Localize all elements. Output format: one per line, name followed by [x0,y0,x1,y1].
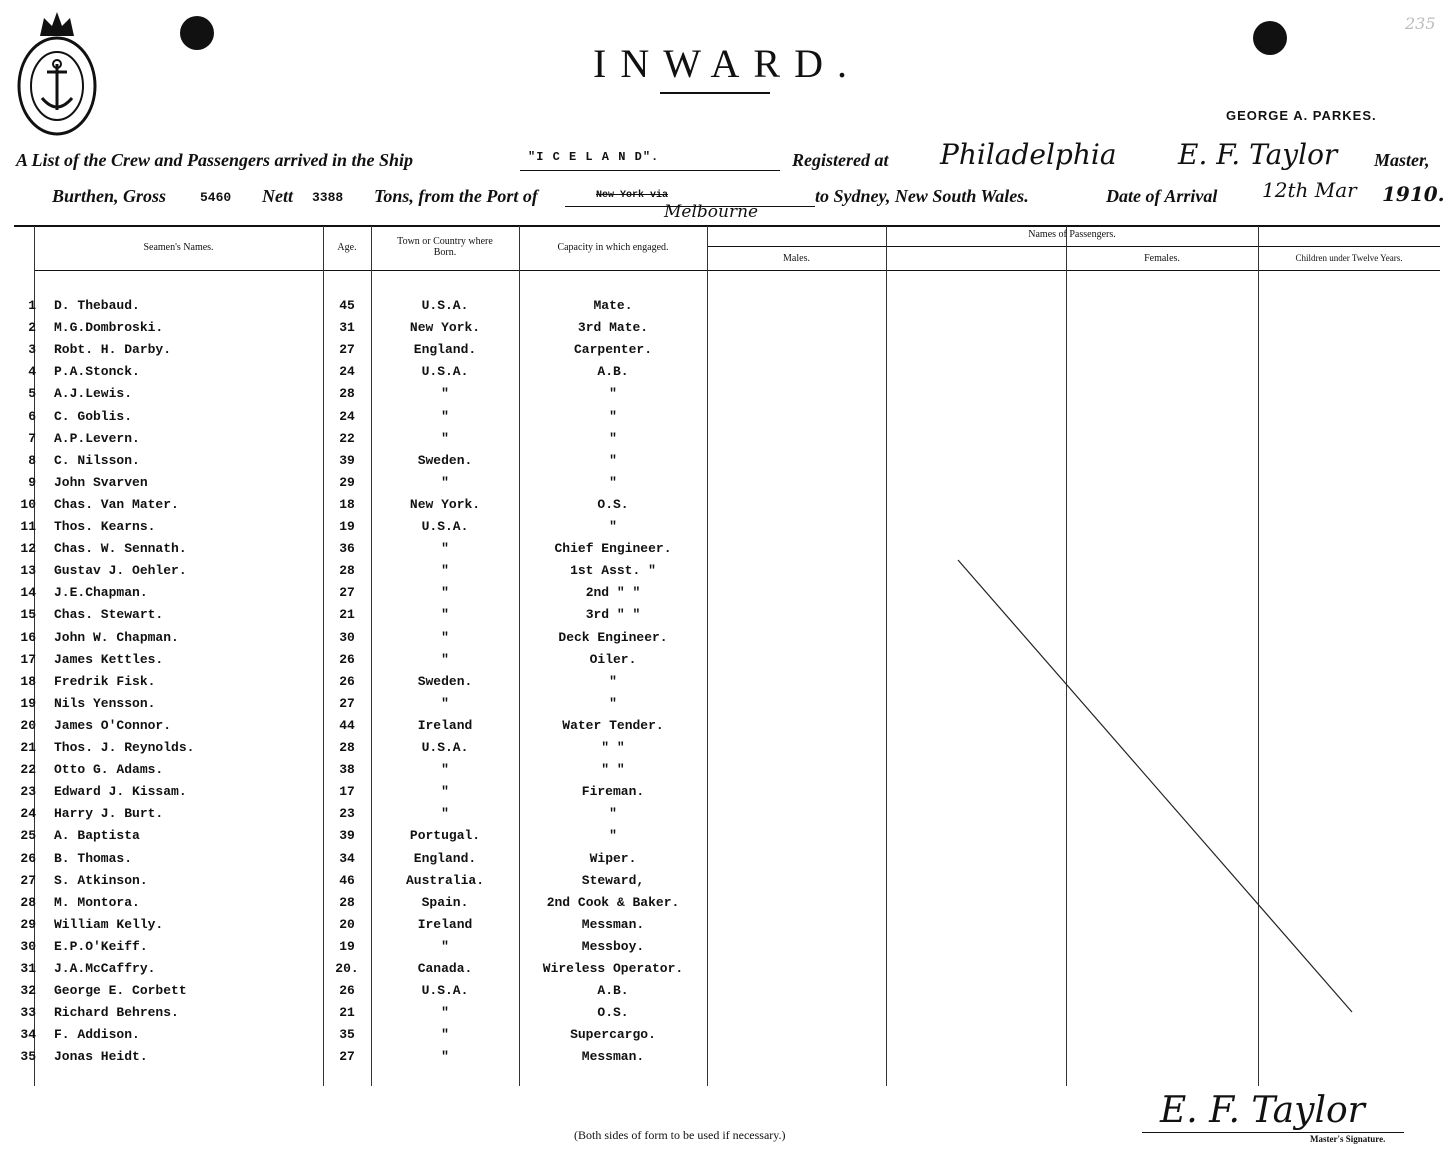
seaman-age: 27 [339,695,355,711]
seaman-capacity: Water Tender. [562,717,664,733]
seaman-age: 45 [339,298,355,313]
seaman-age: 26 [339,651,355,667]
seaman-age: 26 [339,983,355,999]
seaman-capacity: Steward, [581,872,645,888]
seaman-age: 27 [339,585,355,601]
row-number: 28 [20,894,36,910]
seaman-age: 21 [339,607,355,623]
seaman-name: Otto G. Adams. [54,762,164,778]
col-header-children: Children under Twelve Years. [1295,253,1403,263]
seaman-capacity: 2nd " " [585,585,641,601]
seaman-capacity: A.B. [597,364,629,380]
seaman-birthplace: U.S.A. [421,740,469,755]
seaman-age: 28 [339,563,355,579]
seaman-birthplace: Sweden. [417,673,473,689]
col-header-passengers: Names of Passengers. [1028,229,1116,240]
seaman-birthplace: U.S.A. [421,298,469,313]
seaman-name: Richard Behrens. [54,1005,179,1021]
seaman-capacity: " [609,673,617,689]
seaman-name: James O'Connor. [54,717,172,733]
seaman-birthplace: England. [413,850,477,866]
seaman-name: William Kelly. [54,916,164,932]
seaman-capacity: 1st Asst. " [570,563,656,579]
row-number: 24 [20,806,36,822]
row-number: 13 [20,563,36,579]
row-number: 32 [20,983,36,999]
seaman-name: Fredrik Fisk. [54,673,156,689]
master-signature: E. F. Taylor [1160,1090,1365,1131]
row-number: 5 [28,386,36,402]
page-number: 235 [1405,14,1436,33]
seaman-age: 23 [339,806,355,822]
seaman-capacity: " [609,408,617,424]
seaman-birthplace: " [441,1027,449,1043]
row-number: 23 [20,784,36,800]
seaman-capacity: O.S. [597,496,629,512]
form-title: INWARD. [593,41,861,86]
seaman-birthplace: " [441,695,449,711]
seaman-capacity: Mate. [593,298,633,313]
seaman-capacity: Wiper. [589,850,637,866]
seaman-age: 20. [335,961,359,976]
master-label: Master, [1374,150,1430,170]
burthen-label: Burthen, Gross [52,186,167,206]
seaman-capacity: Messboy. [581,938,645,954]
seaman-name: Thos. Kearns. [54,519,156,534]
seaman-age: 44 [339,717,355,733]
seaman-capacity: 2nd Cook & Baker. [546,894,680,910]
seaman-age: 18 [339,496,355,512]
seaman-birthplace: England. [413,342,477,358]
seaman-capacity: A.B. [597,983,629,999]
seaman-capacity: Carpenter. [573,342,652,358]
seaman-age: 28 [339,894,355,910]
seaman-name: Thos. J. Reynolds. [54,740,195,755]
seaman-name: M. Montora. [54,894,140,910]
port-handwritten: Melbourne [664,202,759,222]
seaman-birthplace: Australia. [405,872,484,888]
master-name: E. F. Taylor [1178,138,1338,171]
seaman-age: 39 [339,828,355,844]
seaman-name: S. Atkinson. [54,872,148,888]
nett-tonnage: 3388 [312,190,344,205]
seaman-name: B. Thomas. [54,850,133,866]
registered-label: Registered at [792,150,889,170]
row-number: 27 [20,872,36,888]
arrival-year: 1910. [1382,182,1445,206]
row-number: 16 [20,629,36,645]
seaman-age: 24 [339,408,355,424]
seaman-name: John W. Chapman. [54,629,179,645]
seaman-name: A. Baptista [54,828,140,844]
seaman-age: 38 [339,762,355,778]
seaman-age: 29 [339,474,355,490]
seaman-capacity: " [609,452,617,468]
seaman-age: 21 [339,1005,355,1021]
seaman-age: 30 [339,629,355,645]
seaman-capacity: Fireman. [581,784,645,800]
col-header-names: Seamen's Names. [143,242,214,253]
seaman-name: Nils Yensson. [54,695,156,711]
seaman-birthplace: " [441,541,449,557]
row-number: 25 [20,828,36,844]
seaman-age: 36 [339,541,355,557]
seaman-birthplace: " [441,806,449,822]
col-header-capacity: Capacity in which engaged. [557,242,669,253]
seaman-capacity: " [609,695,617,711]
seaman-capacity: Wireless Operator. [542,961,684,976]
seaman-capacity: " [609,474,617,490]
seaman-name: D. Thebaud. [54,298,140,313]
seaman-name: Chas. Stewart. [54,607,164,623]
arrival-date-label: Date of Arrival [1106,186,1218,206]
seaman-birthplace: " [441,585,449,601]
row-number: 33 [20,1005,36,1021]
seaman-birthplace: " [441,1005,449,1021]
row-number: 18 [20,673,36,689]
seaman-capacity: Chief Engineer. [554,541,672,557]
seaman-capacity: Supercargo. [570,1027,656,1043]
seaman-capacity: " [609,828,617,844]
row-number: 14 [20,585,36,601]
seaman-age: 17 [339,784,355,800]
seaman-age: 27 [339,1049,355,1065]
registered-place: Philadelphia [940,138,1117,171]
seaman-birthplace: " [441,430,449,446]
seaman-age: 46 [339,872,355,888]
seaman-capacity: Deck Engineer. [558,629,668,645]
row-number: 26 [20,850,36,866]
destination-label: to Sydney, New South Wales. [815,186,1029,206]
col-header-females: Females. [1144,253,1180,264]
seaman-name: C. Nilsson. [54,452,140,468]
signature-label: Master's Signature. [1310,1134,1386,1144]
gross-tonnage: 5460 [200,190,232,205]
seaman-name: C. Goblis. [54,408,133,424]
seaman-birthplace: Canada. [417,961,473,976]
seaman-birthplace: " [441,563,449,579]
row-number: 10 [20,496,36,512]
seaman-birthplace: Ireland [417,717,473,733]
seaman-birthplace: U.S.A. [421,364,469,380]
row-number: 20 [20,717,36,733]
seaman-birthplace: Spain. [421,894,469,910]
seaman-name: E.P.O'Keiff. [54,938,148,954]
row-number: 2 [28,320,36,336]
seaman-birthplace: New York. [409,496,481,512]
signature-line [1142,1132,1404,1133]
col-header-males: Males. [783,253,810,264]
seaman-name: Edward J. Kissam. [54,784,187,800]
seaman-name: John Svarven [54,474,148,490]
seaman-name: M.G.Dombroski. [54,320,164,336]
seaman-name: Harry J. Burt. [54,806,164,822]
footer-note: (Both sides of form to be used if necessary.) [574,1128,786,1142]
seaman-birthplace: " [441,408,449,424]
row-number: 1 [28,298,36,313]
seaman-name: George E. Corbett [54,983,187,999]
seaman-age: 28 [339,386,355,402]
seaman-name: P.A.Stonck. [54,364,140,380]
seaman-name: F. Addison. [54,1027,140,1043]
row-number: 22 [20,762,36,778]
ship-name: "I C E L A N D". [528,150,660,164]
row-number: 31 [20,961,36,976]
seaman-birthplace: Sweden. [417,452,473,468]
seaman-birthplace: Portugal. [409,828,481,844]
seaman-name: Chas. W. Sennath. [54,541,187,557]
seaman-name: Gustav J. Oehler. [54,563,187,579]
row-number: 21 [20,740,36,755]
row-number: 34 [20,1027,36,1043]
seaman-age: 19 [339,519,355,534]
seaman-capacity: " " [601,762,625,778]
seaman-capacity: " [609,806,617,822]
row-number: 29 [20,916,36,932]
seaman-birthplace: New York. [409,320,481,336]
seaman-birthplace: " [441,607,449,623]
col-header-age: Age. [337,242,357,253]
row-number: 19 [20,695,36,711]
row-number: 7 [28,430,36,446]
seaman-age: 27 [339,342,355,358]
row-number: 30 [20,938,36,954]
seaman-birthplace: U.S.A. [421,983,469,999]
seaman-age: 26 [339,673,355,689]
seaman-name: Jonas Heidt. [54,1049,148,1065]
seaman-birthplace: U.S.A. [421,519,469,534]
seaman-age: 22 [339,430,355,446]
row-number: 9 [28,474,36,490]
row-number: 3 [28,342,36,358]
seaman-age: 35 [339,1027,355,1043]
seaman-name: A.P.Levern. [54,430,140,446]
seaman-name: Robt. H. Darby. [54,342,172,358]
seaman-age: 19 [339,938,355,954]
seaman-birthplace: " [441,386,449,402]
seaman-age: 34 [339,850,355,866]
seaman-age: 39 [339,452,355,468]
seaman-name: Chas. Van Mater. [54,496,179,512]
seaman-capacity: O.S. [597,1005,629,1021]
seaman-capacity: " " [601,740,625,755]
seaman-birthplace: " [441,938,449,954]
seaman-birthplace: " [441,1049,449,1065]
seaman-age: 20 [339,916,355,932]
tons-from-label: Tons, from the Port of [374,186,538,206]
row-number: 4 [28,364,36,380]
seaman-birthplace: " [441,474,449,490]
row-number: 8 [28,452,36,468]
seaman-capacity: 3rd " " [585,607,641,623]
seaman-age: 28 [339,740,355,755]
row-number: 35 [20,1049,36,1065]
arrival-date: 12th Mar [1262,178,1357,202]
seaman-age: 31 [339,320,355,336]
row-number: 15 [20,607,36,623]
port-of-departure-struck: New York via [596,190,669,201]
seaman-capacity: " [609,430,617,446]
seaman-birthplace: " [441,651,449,667]
seaman-name: J.E.Chapman. [54,585,148,601]
seaman-capacity: Messman. [581,916,645,932]
seaman-capacity: 3rd Mate. [577,320,649,336]
seaman-birthplace: " [441,629,449,645]
seaman-age: 24 [339,364,355,380]
seaman-name: A.J.Lewis. [54,386,133,402]
row-number: 11 [20,519,36,534]
seaman-capacity: Messman. [581,1049,645,1065]
nett-label: Nett [262,186,293,206]
row-number: 12 [20,541,36,557]
seaman-capacity: " [609,519,617,534]
seaman-capacity: " [609,386,617,402]
seaman-name: James Kettles. [54,651,164,667]
officer-stamp: GEORGE A. PARKES. [1226,108,1377,123]
seaman-birthplace: Ireland [417,916,473,932]
seaman-birthplace: " [441,762,449,778]
row-number: 17 [20,651,36,667]
row-number: 6 [28,408,36,424]
seaman-name: J.A.McCaffry. [54,961,156,976]
seaman-birthplace: " [441,784,449,800]
list-heading-label: A List of the Crew and Passengers arrived in the Ship [16,150,414,170]
seaman-capacity: Oiler. [589,651,637,667]
col-header-born: Town or Country where Born. [397,236,493,258]
